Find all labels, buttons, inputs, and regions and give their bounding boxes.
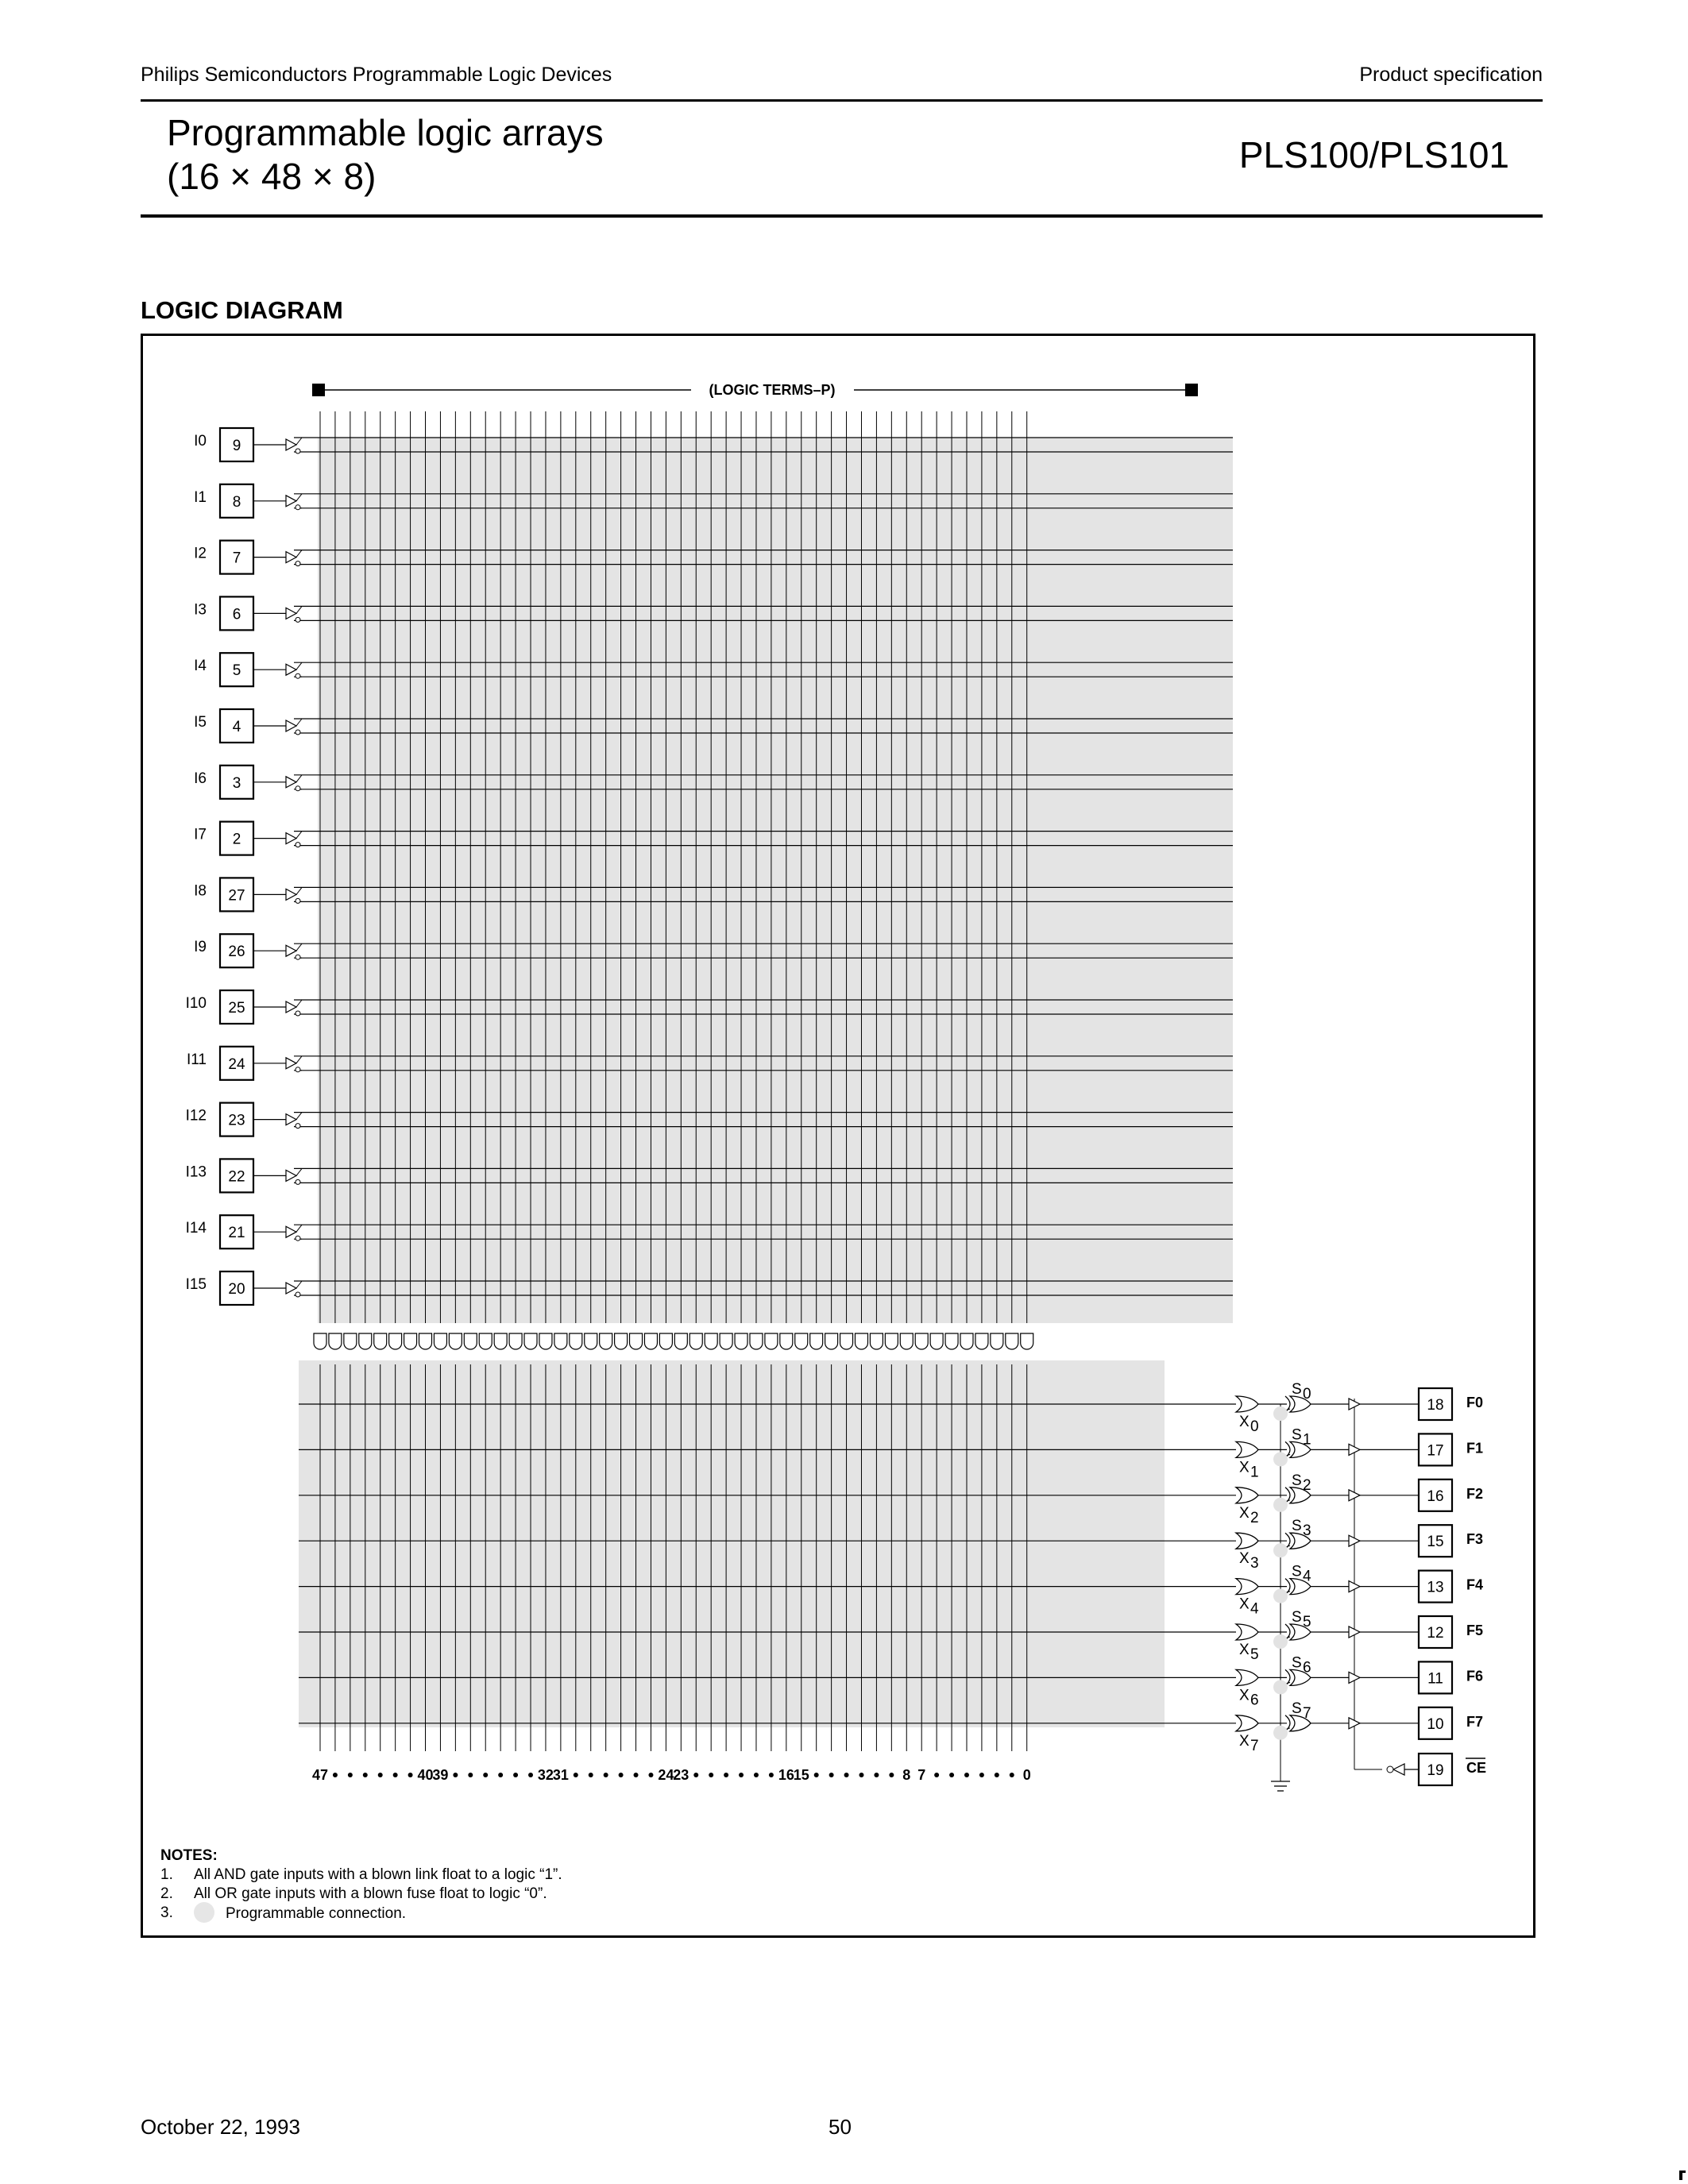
notes [160, 1846, 562, 1924]
input-name: I5 [194, 714, 207, 731]
and-gate-icon [509, 1333, 522, 1349]
note-number: 3. [160, 1904, 173, 1921]
term-dot-icon [859, 1773, 863, 1777]
or-gate-icon [1236, 1488, 1258, 1503]
and-gate-icon [344, 1333, 357, 1349]
and-gate-icon [855, 1333, 867, 1349]
input-pin-number: 2 [232, 831, 241, 848]
and-gate-icon [539, 1333, 552, 1349]
output-name: F3 [1466, 1531, 1484, 1548]
input-pin-number: 26 [228, 943, 245, 961]
input-buffer-icon [286, 833, 296, 844]
notes-heading: NOTES: [160, 1847, 218, 1864]
or-array-shade [299, 1360, 1165, 1727]
buffer-out [296, 606, 302, 613]
programmable-connection-icon [1273, 1543, 1288, 1557]
or-gate-icon [1236, 1579, 1258, 1595]
input-name: I0 [194, 433, 207, 450]
term-number: 24 [658, 1767, 674, 1783]
xor-input-label: X [1239, 1414, 1250, 1430]
and-gate-icon [930, 1333, 943, 1349]
note-item [160, 1904, 562, 1924]
header-rule [141, 99, 1543, 102]
title-line-1: Programmable logic arrays [167, 112, 604, 153]
note-text: All OR gate inputs with a blown fuse float to logic “0”. [194, 1885, 547, 1902]
and-gate-icon [659, 1333, 672, 1349]
term-dot-icon [468, 1773, 473, 1777]
and-gate-icon [494, 1333, 507, 1349]
and-gate-icon [1021, 1333, 1033, 1349]
input-buffer-icon [286, 777, 296, 788]
output-pin-number: 10 [1427, 1715, 1444, 1733]
input-buffer-icon [286, 889, 296, 900]
term-dot-icon [693, 1773, 698, 1777]
xor-input-label: X [1239, 1459, 1250, 1476]
and-gate-icon [720, 1333, 732, 1349]
input-pin-number: 27 [228, 887, 245, 905]
buffer-out [296, 719, 302, 726]
term-dot-icon [934, 1773, 939, 1777]
s-fuse-label: S [1292, 1563, 1302, 1580]
buffer-out [296, 775, 302, 782]
output-name: F7 [1466, 1713, 1484, 1730]
inverter-bubble-icon [295, 617, 300, 622]
and-gate-icon [960, 1333, 973, 1349]
output-pin-number: 16 [1427, 1488, 1444, 1505]
and-array-shade [318, 438, 1233, 1323]
and-gate-icon [434, 1333, 446, 1349]
inverter-bubble-icon [295, 730, 300, 735]
and-gate-icon [840, 1333, 853, 1349]
buffer-out [296, 550, 302, 558]
and-gate-icon [915, 1333, 928, 1349]
term-dot-icon [648, 1773, 653, 1777]
input-name: I7 [194, 826, 207, 843]
input-pin-number: 4 [232, 719, 241, 735]
title-rule [141, 214, 1543, 218]
and-gate-icon [554, 1333, 567, 1349]
and-gate-icon [735, 1333, 747, 1349]
input-name: I9 [194, 939, 207, 956]
and-gate-icon [374, 1333, 387, 1349]
s-fuse-label: S [1292, 1609, 1302, 1626]
term-dot-icon [724, 1773, 728, 1777]
terms-bracket-right [1185, 384, 1198, 396]
term-number: 7 [917, 1767, 926, 1783]
and-gate-icon [900, 1333, 913, 1349]
title-line-2: (16 × 48 × 8) [167, 156, 377, 197]
and-gate-icon [585, 1333, 597, 1349]
and-gate-icon [479, 1333, 492, 1349]
buffer-out [296, 1281, 302, 1288]
section-title: LOGIC DIAGRAM [141, 296, 343, 324]
and-gate-icon [464, 1333, 477, 1349]
xor-input-subscript: 3 [1250, 1555, 1259, 1572]
or-gate-icon [1236, 1533, 1258, 1549]
and-gate-icon [885, 1333, 898, 1349]
input-pin-number: 5 [232, 662, 241, 680]
term-dot-icon [754, 1773, 759, 1777]
output-name: F2 [1466, 1485, 1484, 1502]
input-name: I14 [185, 1220, 207, 1237]
and-gate-icon [1006, 1333, 1018, 1349]
and-gate-icon [870, 1333, 883, 1349]
input-buffer-icon [286, 720, 296, 731]
programmable-connection-icon [1273, 1726, 1288, 1740]
term-dot-icon [363, 1773, 368, 1777]
input-buffer-icon [286, 1170, 296, 1181]
output-pin-number: 12 [1427, 1625, 1444, 1642]
term-dot-icon [889, 1773, 894, 1777]
s-fuse-label: S [1292, 1381, 1302, 1398]
input-pin-number: 21 [228, 1225, 245, 1242]
and-gate-icon [825, 1333, 838, 1349]
note-item [160, 1866, 562, 1885]
term-dot-icon [498, 1773, 503, 1777]
inverter-bubble-icon [295, 955, 300, 959]
term-number: 8 [902, 1767, 911, 1783]
input-pin-number: 6 [232, 606, 241, 623]
term-number: 16 [778, 1767, 794, 1783]
term-dot-icon [829, 1773, 834, 1777]
and-gate-icon [600, 1333, 612, 1349]
inverter-bubble-icon [295, 898, 300, 903]
term-dot-icon [333, 1773, 338, 1777]
programmable-connection-icon [1273, 1406, 1288, 1421]
term-dot-icon [949, 1773, 954, 1777]
term-dot-icon [739, 1773, 744, 1777]
term-dot-icon [513, 1773, 518, 1777]
buffer-out [296, 943, 302, 951]
and-gate-icon [945, 1333, 958, 1349]
programmable-connection-icon [1273, 1498, 1288, 1512]
and-gate-icon [615, 1333, 628, 1349]
output-name: F1 [1466, 1440, 1484, 1457]
inverter-bubble-icon [295, 505, 300, 510]
output-pin-number: 13 [1427, 1579, 1444, 1596]
buffer-out [296, 1225, 302, 1232]
programmable-connection-icon [194, 1902, 214, 1923]
inverter-bubble-icon [1387, 1766, 1393, 1773]
buffer-out [296, 438, 302, 445]
and-gate-icon [524, 1333, 537, 1349]
xor-input-subscript: 6 [1250, 1692, 1259, 1709]
term-dot-icon [814, 1773, 819, 1777]
or-gate-icon [1236, 1669, 1258, 1685]
note-text: Programmable connection. [226, 1905, 407, 1923]
xor-input-subscript: 2 [1250, 1509, 1259, 1526]
and-gate-icon [404, 1333, 417, 1349]
inverter-bubble-icon [295, 673, 300, 678]
s-fuse-subscript: 7 [1303, 1704, 1311, 1722]
term-dot-icon [1010, 1773, 1014, 1777]
input-buffer-icon [286, 496, 296, 507]
xor-input-subscript: 1 [1250, 1464, 1259, 1481]
and-gate-icon [765, 1333, 778, 1349]
term-dot-icon [619, 1773, 624, 1777]
input-pin-number: 22 [228, 1168, 245, 1186]
footer-date: October 22, 1993 [141, 2115, 300, 2139]
buffer-out [296, 1056, 302, 1063]
and-gate-icon [570, 1333, 582, 1349]
and-gate-icon [991, 1333, 1003, 1349]
xor-input-label: X [1239, 1732, 1250, 1750]
term-number: 47 [311, 1767, 329, 1783]
term-dot-icon [769, 1773, 774, 1777]
term-dot-icon [709, 1773, 713, 1777]
footer-page-number: 50 [829, 2115, 852, 2139]
s-fuse-label: S [1292, 1518, 1302, 1535]
s-fuse-subscript: 6 [1303, 1659, 1311, 1677]
input-buffer-icon [286, 664, 296, 675]
term-number: 31 [552, 1767, 569, 1783]
and-gate-icon [449, 1333, 462, 1349]
input-name: I2 [194, 545, 207, 562]
part-number: PLS100/PLS101 [1238, 134, 1509, 176]
s-fuse-label: S [1292, 1700, 1302, 1717]
header-company: Philips Semiconductors Programmable Logic Devices [141, 64, 612, 86]
and-gate-icon [975, 1333, 988, 1349]
xor-input-label: X [1239, 1504, 1250, 1522]
s-fuse-subscript: 3 [1303, 1522, 1311, 1540]
and-gate-icon [750, 1333, 763, 1349]
term-dot-icon [634, 1773, 639, 1777]
and-gate-icon [705, 1333, 717, 1349]
inverter-bubble-icon [295, 786, 300, 791]
input-name: I3 [194, 601, 207, 619]
term-dot-icon [874, 1773, 879, 1777]
term-dot-icon [995, 1773, 999, 1777]
and-gate-icon [419, 1333, 432, 1349]
output-name: F4 [1466, 1576, 1484, 1593]
output-pin-number: 18 [1427, 1397, 1444, 1414]
xor-input-label: X [1239, 1596, 1250, 1613]
buffer-out [296, 1113, 302, 1120]
and-gate-icon [314, 1333, 326, 1349]
input-name: I12 [185, 1107, 207, 1125]
term-number: 15 [793, 1767, 809, 1783]
xor-input-label: X [1239, 1550, 1250, 1568]
note-text: All AND gate inputs with a blown link float to a logic “1”. [194, 1866, 562, 1883]
programmable-connection-icon [1273, 1680, 1288, 1694]
or-gate-icon [1236, 1715, 1258, 1731]
term-dot-icon [483, 1773, 488, 1777]
input-buffer-icon [286, 1001, 296, 1013]
buffer-out [296, 832, 302, 839]
terms-bracket-left [312, 384, 325, 396]
array-shading [299, 438, 1233, 1727]
input-pin-number: 24 [228, 1055, 245, 1073]
note-number: 2. [160, 1885, 173, 1902]
and-gate-icon [674, 1333, 687, 1349]
input-name: I4 [194, 658, 207, 675]
term-dot-icon [604, 1773, 608, 1777]
note-number: 1. [160, 1866, 173, 1883]
term-dot-icon [378, 1773, 383, 1777]
inverter-bubble-icon [295, 1124, 300, 1129]
buffer-out [296, 1168, 302, 1175]
header-doc-type: Product specification [1359, 64, 1543, 86]
inverter-bubble-icon [295, 1292, 300, 1297]
input-buffer-icon [286, 1226, 296, 1237]
s-fuse-subscript: 5 [1303, 1614, 1311, 1630]
crop-mark [1679, 2170, 1686, 2173]
ce-name: CE [1466, 1760, 1487, 1776]
note-item [160, 1885, 562, 1904]
inverter-bubble-icon [295, 1179, 300, 1184]
input-pin-number: 9 [232, 438, 241, 454]
ce-buffer-icon [1393, 1764, 1404, 1775]
and-gate-icon [630, 1333, 643, 1349]
programmable-connection-icon [1273, 1634, 1288, 1649]
and-gate-icon [644, 1333, 657, 1349]
xor-input-subscript: 0 [1250, 1418, 1259, 1435]
output-pin-number: 15 [1427, 1534, 1444, 1551]
s-fuse-label: S [1292, 1472, 1302, 1489]
input-name: I15 [185, 1276, 207, 1293]
input-buffer-icon [286, 1058, 296, 1069]
buffer-out [296, 887, 302, 894]
output-name: F5 [1466, 1623, 1484, 1638]
input-buffer-icon [286, 945, 296, 956]
xor-input-subscript: 7 [1250, 1737, 1259, 1754]
buffer-out [296, 494, 302, 501]
term-dot-icon [528, 1773, 533, 1777]
inverter-bubble-icon [295, 843, 300, 847]
term-dot-icon [408, 1773, 413, 1777]
ce-pin-number: 19 [1427, 1762, 1444, 1779]
and-gate-icon [389, 1333, 402, 1349]
input-pin-number: 3 [232, 774, 241, 792]
input-name: I11 [186, 1051, 207, 1068]
programmable-connection-icon [1273, 1589, 1288, 1603]
s-fuse-label: S [1292, 1426, 1302, 1444]
and-gate-icon [810, 1333, 823, 1349]
logic-diagram [143, 336, 1533, 1932]
xor-input-label: X [1239, 1642, 1250, 1658]
term-number: 32 [537, 1767, 554, 1783]
output-name: F6 [1466, 1668, 1484, 1684]
and-gate-icon [689, 1333, 702, 1349]
term-dot-icon [393, 1773, 398, 1777]
output-name: F0 [1466, 1395, 1484, 1410]
term-number: 39 [432, 1767, 449, 1783]
input-buffer-icon [286, 552, 296, 563]
input-pin-number: 7 [232, 550, 241, 567]
logic-terms-label: (LOGIC TERMS–P) [709, 382, 836, 398]
term-dot-icon [348, 1773, 353, 1777]
term-dot-icon [589, 1773, 593, 1777]
input-name: I8 [194, 882, 207, 900]
xor-input-subscript: 4 [1250, 1600, 1259, 1618]
inverter-bubble-icon [295, 1067, 300, 1072]
s-fuse-subscript: 1 [1303, 1431, 1311, 1449]
buffer-out [296, 1000, 302, 1007]
and-gate-icon [359, 1333, 372, 1349]
term-number: 40 [417, 1767, 434, 1783]
term-number: 0 [1022, 1767, 1031, 1783]
term-dot-icon [979, 1773, 984, 1777]
input-pin-number: 20 [228, 1281, 245, 1298]
term-dot-icon [844, 1773, 849, 1777]
term-dot-icon [453, 1773, 458, 1777]
s-fuse-subscript: 2 [1303, 1476, 1311, 1494]
s-fuse-subscript: 4 [1303, 1568, 1311, 1585]
input-pin-number: 8 [232, 493, 241, 511]
and-gate-icon [329, 1333, 342, 1349]
output-pin-number: 11 [1427, 1670, 1443, 1688]
programmable-connection-icon [1273, 1452, 1288, 1466]
input-pin-number: 23 [228, 1112, 245, 1129]
input-name: I6 [194, 770, 207, 787]
input-pin-number: 25 [228, 1000, 245, 1017]
s-fuse-label: S [1292, 1654, 1302, 1672]
inverter-bubble-icon [295, 1236, 300, 1241]
input-name: I1 [194, 488, 207, 506]
inverter-bubble-icon [295, 449, 300, 453]
input-buffer-icon [286, 1283, 296, 1294]
inverter-bubble-icon [295, 1011, 300, 1016]
output-pin-number: 17 [1427, 1442, 1444, 1460]
input-name: I10 [185, 995, 207, 1012]
and-gate-icon [780, 1333, 793, 1349]
buffer-out [296, 662, 302, 669]
term-number: 23 [673, 1767, 689, 1783]
or-gate-icon [1236, 1624, 1258, 1640]
input-buffer-icon [286, 439, 296, 450]
term-dot-icon [574, 1773, 578, 1777]
or-gate-icon [1236, 1396, 1258, 1412]
s-fuse-subscript: 0 [1303, 1386, 1311, 1403]
xor-input-subscript: 5 [1250, 1646, 1259, 1663]
input-buffer-icon [286, 1114, 296, 1125]
input-buffer-icon [286, 608, 296, 619]
and-gate-icon [795, 1333, 808, 1349]
xor-input-label: X [1239, 1687, 1250, 1704]
term-dot-icon [964, 1773, 969, 1777]
input-name: I13 [185, 1163, 207, 1181]
or-gate-icon [1236, 1441, 1258, 1457]
inverter-bubble-icon [295, 561, 300, 566]
